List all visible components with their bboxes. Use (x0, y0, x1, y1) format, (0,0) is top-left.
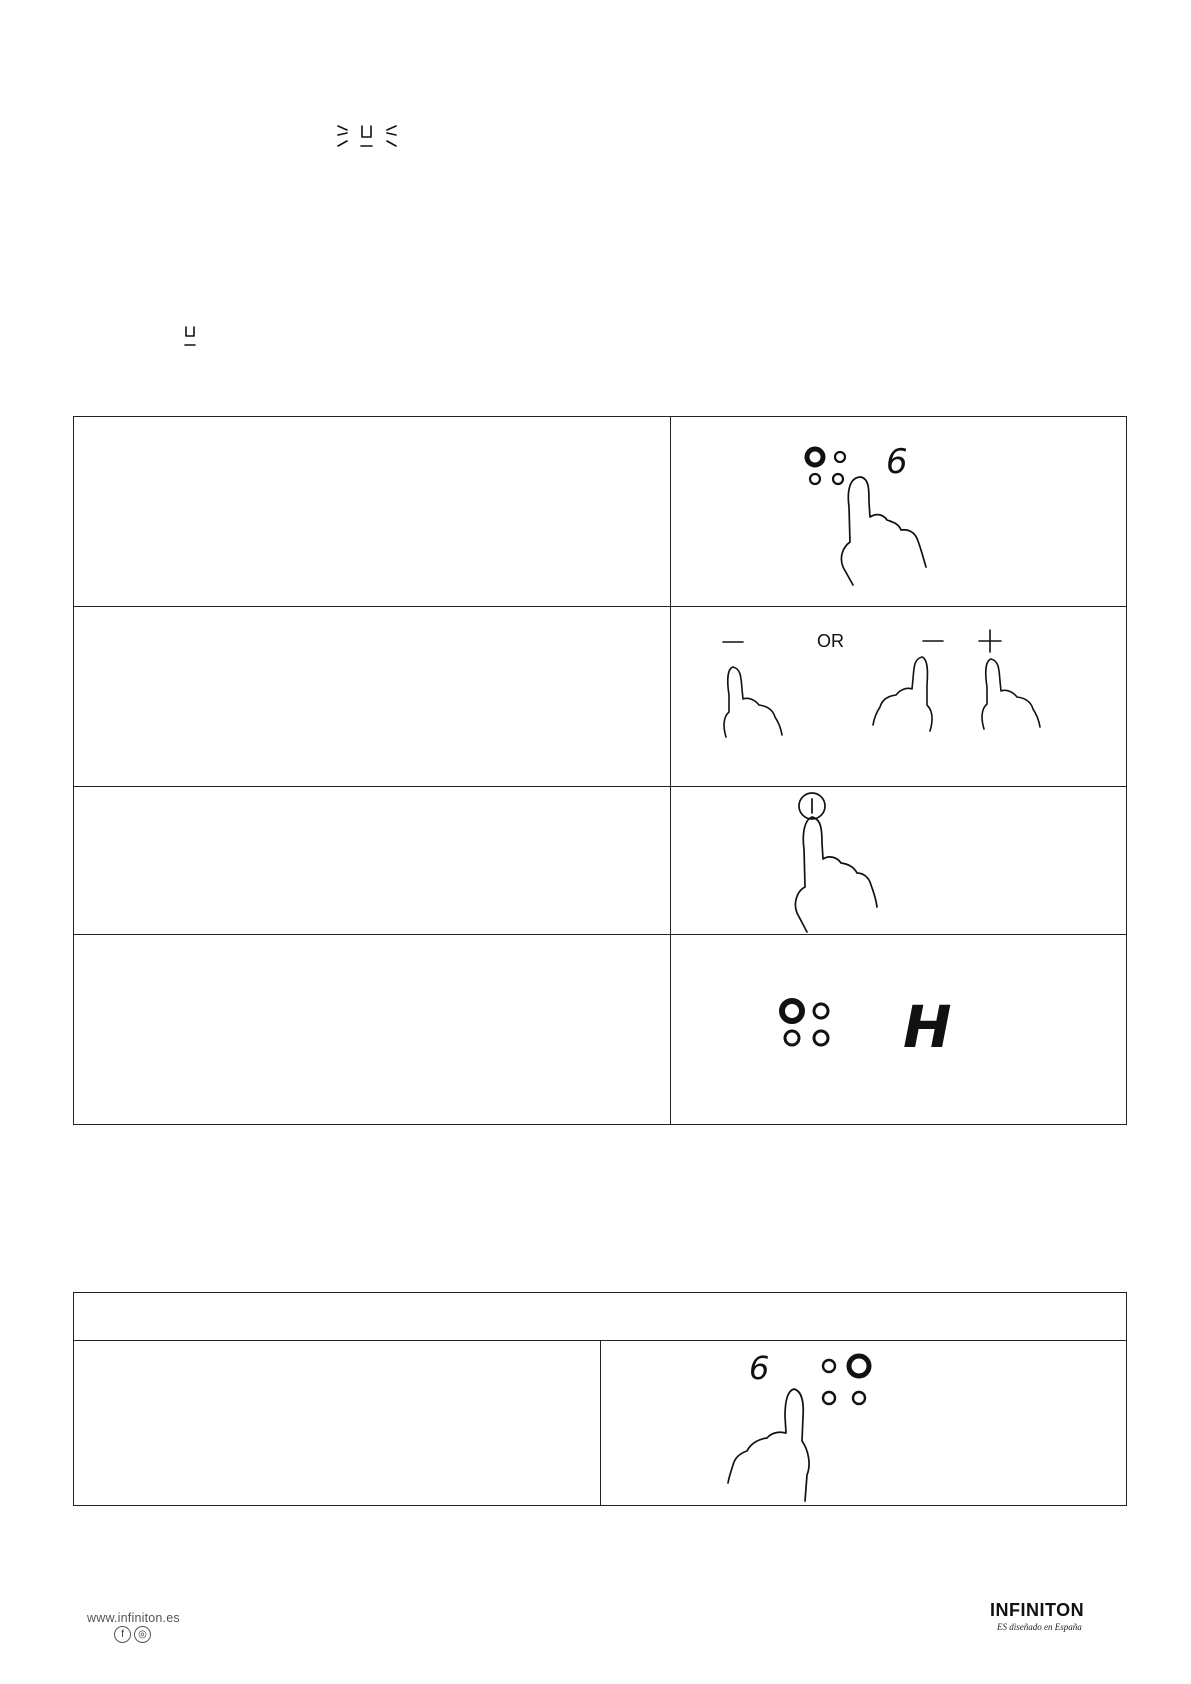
level-digit: 6 (748, 1349, 769, 1387)
zone-select-figure (671, 417, 1127, 607)
adjust-level-figure (671, 607, 1127, 787)
hand-icon (795, 817, 877, 932)
step-text (74, 935, 670, 955)
social-links (114, 1626, 151, 1643)
boost-press-figure (671, 787, 1127, 935)
website-link[interactable]: www.infiniton.es (87, 1611, 180, 1625)
brand-logo: INFINITON (990, 1600, 1085, 1620)
brand-tagline: ES diseñado en España (997, 1622, 1082, 1632)
u-indicator-icon (183, 325, 197, 349)
table-header-row (74, 1293, 1127, 1341)
plus-icon (979, 630, 1001, 652)
hand-icon (873, 657, 932, 731)
table-row (74, 417, 1127, 607)
table-header (74, 1293, 1126, 1313)
zone-selector-icon (823, 1356, 869, 1404)
level-digit: 6 (886, 442, 908, 482)
boost-display-figure (671, 935, 1127, 1125)
instagram-icon[interactable]: ◎ (134, 1626, 151, 1643)
steps-table (73, 416, 1127, 1125)
hand-icon (841, 477, 926, 585)
zone-selector-icon (807, 449, 845, 484)
table-row (74, 1341, 1127, 1506)
hand-icon (728, 1389, 809, 1501)
boost-digit: H (903, 993, 952, 1061)
zone-selector-icon (782, 1001, 828, 1045)
facebook-icon[interactable]: f (114, 1626, 131, 1643)
step-text (74, 787, 670, 807)
or-label: OR (817, 631, 844, 651)
table-row (74, 607, 1127, 787)
table-row (74, 787, 1127, 935)
hand-icon (982, 659, 1040, 729)
table-row (74, 935, 1127, 1125)
step-text (74, 1341, 600, 1361)
step-text (74, 607, 670, 627)
boost-table (73, 1292, 1127, 1506)
step-text (74, 417, 670, 437)
hand-icon (724, 667, 782, 737)
blinking-u-icon (336, 122, 398, 150)
zone-select-right-figure (600, 1341, 1127, 1506)
